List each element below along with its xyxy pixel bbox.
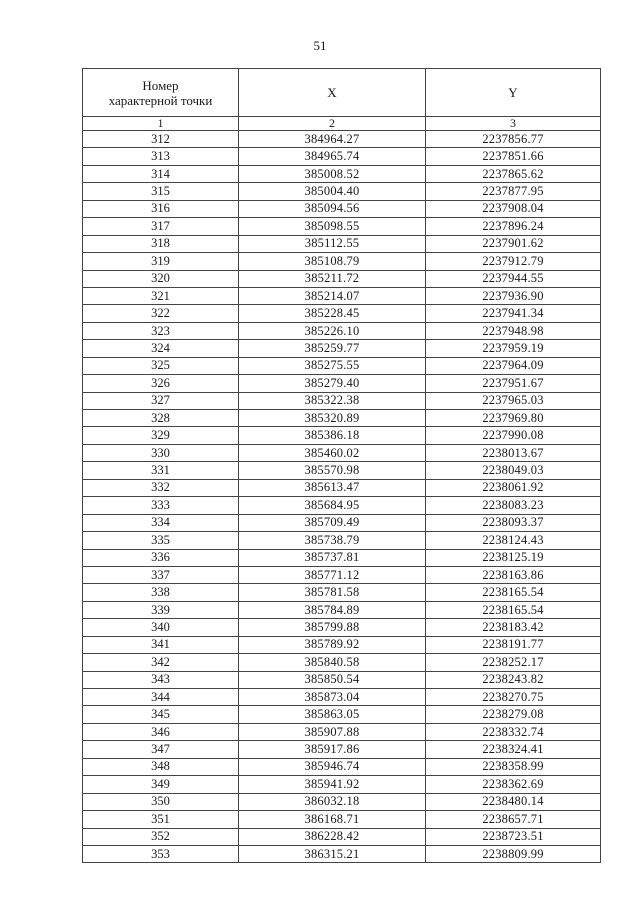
point-number-cell: 325 (83, 357, 239, 374)
point-number-cell: 315 (83, 183, 239, 200)
y-coordinate-cell: 2238049.03 (426, 462, 601, 479)
point-number-cell: 321 (83, 287, 239, 304)
x-coordinate-cell: 385789.92 (239, 636, 426, 653)
point-number-cell: 348 (83, 758, 239, 775)
x-coordinate-cell: 385907.88 (239, 723, 426, 740)
table-row (83, 776, 601, 793)
table-row (83, 497, 601, 514)
table-row (83, 654, 601, 671)
y-coordinate-cell: 2238093.37 (426, 514, 601, 531)
x-coordinate-cell: 385228.45 (239, 305, 426, 322)
point-number-cell: 342 (83, 654, 239, 671)
x-coordinate-cell: 385322.38 (239, 392, 426, 409)
x-coordinate-cell: 385211.72 (239, 270, 426, 287)
table-row (83, 392, 601, 409)
table-row (83, 566, 601, 583)
x-coordinate-cell: 385108.79 (239, 253, 426, 270)
point-number-cell: 317 (83, 218, 239, 235)
x-coordinate-cell: 385941.92 (239, 776, 426, 793)
y-coordinate-cell: 2238252.17 (426, 654, 601, 671)
y-coordinate-cell: 2238809.99 (426, 845, 601, 862)
point-number-cell: 316 (83, 200, 239, 217)
point-number-cell: 344 (83, 689, 239, 706)
table-row (83, 584, 601, 601)
point-number-cell: 343 (83, 671, 239, 688)
table-row (83, 793, 601, 810)
x-coordinate-cell: 386228.42 (239, 828, 426, 845)
y-coordinate-cell: 2237959.19 (426, 340, 601, 357)
table-row (83, 462, 601, 479)
header-point-number-line1: Номер (142, 77, 179, 93)
x-coordinate-cell: 385771.12 (239, 566, 426, 583)
column-number: 3 (426, 117, 601, 131)
y-coordinate-cell: 2237948.98 (426, 322, 601, 339)
x-coordinate-cell: 385784.89 (239, 601, 426, 618)
header-point-number-line2: характерной точки (108, 92, 213, 108)
point-number-cell: 335 (83, 532, 239, 549)
y-coordinate-cell: 2237965.03 (426, 392, 601, 409)
table-row (83, 253, 601, 270)
y-coordinate-cell: 2238013.67 (426, 444, 601, 461)
table-body (83, 131, 601, 863)
point-number-cell: 347 (83, 741, 239, 758)
x-coordinate-cell: 385799.88 (239, 619, 426, 636)
point-number-cell: 350 (83, 793, 239, 810)
table-row (83, 340, 601, 357)
x-coordinate-cell: 385781.58 (239, 584, 426, 601)
table-row (83, 671, 601, 688)
point-number-cell: 318 (83, 235, 239, 252)
table-row (83, 845, 601, 862)
table-row (83, 828, 601, 845)
header-y: Y (426, 69, 601, 117)
point-number-cell: 341 (83, 636, 239, 653)
x-coordinate-cell: 385004.40 (239, 183, 426, 200)
point-number-cell: 334 (83, 514, 239, 531)
table-row (83, 479, 601, 496)
x-coordinate-cell: 385259.77 (239, 340, 426, 357)
x-coordinate-cell: 385738.79 (239, 532, 426, 549)
x-coordinate-cell: 385320.89 (239, 410, 426, 427)
table-row (83, 270, 601, 287)
x-coordinate-cell: 384965.74 (239, 148, 426, 165)
y-coordinate-cell: 2237951.67 (426, 375, 601, 392)
y-coordinate-cell: 2238362.69 (426, 776, 601, 793)
table-row (83, 235, 601, 252)
x-coordinate-cell: 384964.27 (239, 131, 426, 148)
x-coordinate-cell: 385386.18 (239, 427, 426, 444)
y-coordinate-cell: 2238061.92 (426, 479, 601, 496)
point-number-cell: 345 (83, 706, 239, 723)
table-row (83, 514, 601, 531)
x-coordinate-cell: 385684.95 (239, 497, 426, 514)
x-coordinate-cell: 385709.49 (239, 514, 426, 531)
y-coordinate-cell: 2238358.99 (426, 758, 601, 775)
x-coordinate-cell: 385460.02 (239, 444, 426, 461)
x-coordinate-cell: 385275.55 (239, 357, 426, 374)
column-number: 2 (239, 117, 426, 131)
y-coordinate-cell: 2238083.23 (426, 497, 601, 514)
table-header-row (83, 69, 601, 117)
table-row (83, 532, 601, 549)
y-coordinate-cell: 2237851.66 (426, 148, 601, 165)
point-number-cell: 328 (83, 410, 239, 427)
point-number-cell: 323 (83, 322, 239, 339)
x-coordinate-cell: 385737.81 (239, 549, 426, 566)
table-row (83, 723, 601, 740)
x-coordinate-cell: 385840.58 (239, 654, 426, 671)
point-number-cell: 339 (83, 601, 239, 618)
table-row (83, 183, 601, 200)
y-coordinate-cell: 2238125.19 (426, 549, 601, 566)
y-coordinate-cell: 2237912.79 (426, 253, 601, 270)
y-coordinate-cell: 2237969.80 (426, 410, 601, 427)
column-number-row (83, 117, 601, 131)
table-row (83, 636, 601, 653)
table-row (83, 444, 601, 461)
y-coordinate-cell: 2238270.75 (426, 689, 601, 706)
table-row (83, 287, 601, 304)
x-coordinate-cell: 385112.55 (239, 235, 426, 252)
y-coordinate-cell: 2237901.62 (426, 235, 601, 252)
x-coordinate-cell: 385863.05 (239, 706, 426, 723)
table-row (83, 427, 601, 444)
point-number-cell: 352 (83, 828, 239, 845)
y-coordinate-cell: 2238480.14 (426, 793, 601, 810)
y-coordinate-cell: 2238243.82 (426, 671, 601, 688)
point-number-cell: 353 (83, 845, 239, 862)
x-coordinate-cell: 385917.86 (239, 741, 426, 758)
y-coordinate-cell: 2238124.43 (426, 532, 601, 549)
table-row (83, 218, 601, 235)
y-coordinate-cell: 2237865.62 (426, 165, 601, 182)
y-coordinate-cell: 2238657.71 (426, 811, 601, 828)
y-coordinate-cell: 2238723.51 (426, 828, 601, 845)
y-coordinate-cell: 2237877.95 (426, 183, 601, 200)
table-row (83, 758, 601, 775)
table-row (83, 689, 601, 706)
table-row (83, 706, 601, 723)
y-coordinate-cell: 2237990.08 (426, 427, 601, 444)
point-number-cell: 327 (83, 392, 239, 409)
y-coordinate-cell: 2237964.09 (426, 357, 601, 374)
table-row (83, 741, 601, 758)
x-coordinate-cell: 386032.18 (239, 793, 426, 810)
point-number-cell: 322 (83, 305, 239, 322)
table-row (83, 549, 601, 566)
point-number-cell: 351 (83, 811, 239, 828)
table-row (83, 200, 601, 217)
y-coordinate-cell: 2238165.54 (426, 584, 601, 601)
table-row (83, 601, 601, 618)
y-coordinate-cell: 2237944.55 (426, 270, 601, 287)
column-number: 1 (83, 117, 239, 131)
x-coordinate-cell: 385613.47 (239, 479, 426, 496)
table-row (83, 305, 601, 322)
y-coordinate-cell: 2238165.54 (426, 601, 601, 618)
table-row (83, 357, 601, 374)
point-number-cell: 313 (83, 148, 239, 165)
table-row (83, 148, 601, 165)
point-number-cell: 330 (83, 444, 239, 461)
x-coordinate-cell: 385098.55 (239, 218, 426, 235)
table-row (83, 322, 601, 339)
point-number-cell: 336 (83, 549, 239, 566)
y-coordinate-cell: 2237908.04 (426, 200, 601, 217)
x-coordinate-cell: 385279.40 (239, 375, 426, 392)
point-number-cell: 332 (83, 479, 239, 496)
x-coordinate-cell: 385873.04 (239, 689, 426, 706)
table-row (83, 619, 601, 636)
point-number-cell: 340 (83, 619, 239, 636)
table-row (83, 410, 601, 427)
point-number-cell: 326 (83, 375, 239, 392)
x-coordinate-cell: 385214.07 (239, 287, 426, 304)
y-coordinate-cell: 2237936.90 (426, 287, 601, 304)
y-coordinate-cell: 2238191.77 (426, 636, 601, 653)
point-number-cell: 349 (83, 776, 239, 793)
table-row (83, 131, 601, 148)
y-coordinate-cell: 2238163.86 (426, 566, 601, 583)
point-number-cell: 314 (83, 165, 239, 182)
y-coordinate-cell: 2238183.42 (426, 619, 601, 636)
table-row (83, 165, 601, 182)
x-coordinate-cell: 385850.54 (239, 671, 426, 688)
point-number-cell: 331 (83, 462, 239, 479)
y-coordinate-cell: 2237856.77 (426, 131, 601, 148)
x-coordinate-cell: 385570.98 (239, 462, 426, 479)
y-coordinate-cell: 2237941.34 (426, 305, 601, 322)
y-coordinate-cell: 2237896.24 (426, 218, 601, 235)
table-row (83, 811, 601, 828)
x-coordinate-cell: 385946.74 (239, 758, 426, 775)
coordinates-table (82, 68, 601, 863)
point-number-cell: 324 (83, 340, 239, 357)
x-coordinate-cell: 385226.10 (239, 322, 426, 339)
y-coordinate-cell: 2238279.08 (426, 706, 601, 723)
point-number-cell: 346 (83, 723, 239, 740)
table-row (83, 375, 601, 392)
y-coordinate-cell: 2238332.74 (426, 723, 601, 740)
point-number-cell: 320 (83, 270, 239, 287)
point-number-cell: 338 (83, 584, 239, 601)
y-coordinate-cell: 2238324.41 (426, 741, 601, 758)
x-coordinate-cell: 385094.56 (239, 200, 426, 217)
header-point-number (83, 69, 239, 117)
point-number-cell: 337 (83, 566, 239, 583)
point-number-cell: 312 (83, 131, 239, 148)
x-coordinate-cell: 386168.71 (239, 811, 426, 828)
point-number-cell: 319 (83, 253, 239, 270)
page-number: 51 (313, 38, 327, 53)
x-coordinate-cell: 385008.52 (239, 165, 426, 182)
x-coordinate-cell: 386315.21 (239, 845, 426, 862)
point-number-cell: 329 (83, 427, 239, 444)
point-number-cell: 333 (83, 497, 239, 514)
header-x: X (239, 69, 426, 117)
